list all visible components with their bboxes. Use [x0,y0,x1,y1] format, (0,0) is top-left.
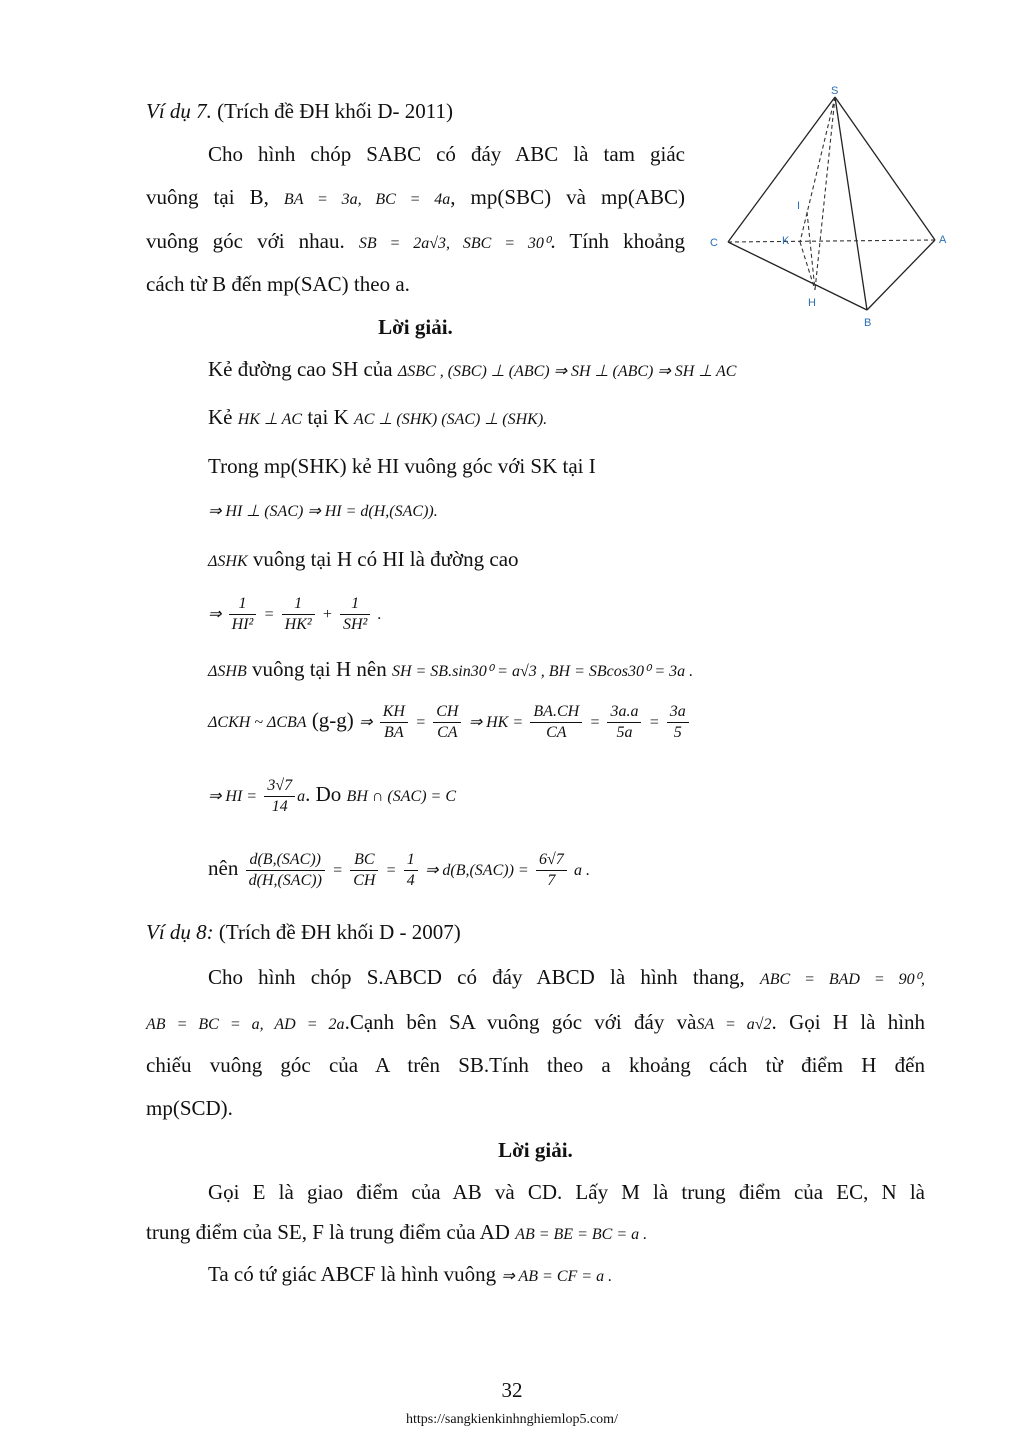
math: AB = BE = BC = a . [515,1226,648,1243]
math: ⇒ HI = [208,788,258,805]
example-7-problem-line-3 [146,227,685,258]
denominator: 7 [536,870,567,891]
math: a . [573,862,590,879]
numerator: 1 [406,850,415,868]
numerator: CH [436,702,459,720]
example-8-source: (Trích đề ĐH khối D - 2007) [213,920,461,944]
numerator: 1 [351,594,360,612]
numerator: 6√7 [538,850,564,868]
footer-url[interactable]: https://sangkienkinhnghiemlop5.com/ [406,1412,618,1427]
label-i: I [797,200,801,212]
math-ba-bc: BA = 3a, BC = 4a [283,191,451,208]
text: Ta có tứ giác ABCF là hình vuông [208,1262,497,1286]
denominator: HK² [282,614,315,635]
math: ⇒ AB = CF = a . [501,1268,613,1285]
example-8-problem-line-1 [208,963,925,994]
solution-8-line-1: Gọi E là giao điểm của AB và CD. Lấy M là trung điểm của EC, N là [208,1180,925,1204]
example-8-heading [146,918,461,946]
fraction [433,702,461,743]
math: = [415,714,426,731]
math: BH ∩ (SAC) = C [346,788,456,805]
math: AC ⊥ (SHK) (SAC) ⊥ (SHK). [353,411,548,428]
text: (g-g) [311,708,354,732]
math: + [321,606,333,623]
math: = [385,862,397,879]
text: Cho hình chóp S.ABCD có đáy ABCD là hình thang, [208,965,745,989]
math: ⇒ HK = [468,714,524,731]
solution-7-line-10 [208,842,590,897]
denominator: 14 [264,796,295,817]
solution-7-line-8 [208,694,691,749]
example-7-source: (Trích đề ĐH khối D- 2011) [211,99,454,123]
solution-8-line-3 [208,1260,612,1291]
label-k: K [782,235,790,247]
example-8-label: Ví dụ 8: [146,920,214,944]
denominator: CA [530,722,582,743]
math: SH = SB.sin30⁰ = a√3 , BH = SBcos30⁰ = 3a . [391,663,694,680]
numerator: BA.CH [533,702,580,720]
example-7-problem-line-2 [146,183,685,214]
label-a: A [939,234,947,246]
denominator: CA [433,722,461,743]
math: ⇒ [359,714,373,731]
denominator: HI² [229,614,257,635]
fraction [282,594,315,635]
math: AB = BC = a, AD = 2a [146,1016,345,1033]
math: HK ⊥ AC [237,411,303,428]
denominator: 4 [404,870,418,891]
numerator: BC [354,850,375,868]
denominator: BA [380,722,408,743]
example-7-solution-title: Lời giải. [378,315,453,339]
math: a [297,788,306,805]
text: vuông góc với nhau. [146,229,345,253]
fraction [607,702,641,743]
text: . Gọi H là hình [771,1010,926,1034]
fraction [340,594,370,635]
solution-7-line-4 [208,495,438,526]
text: .Cạnh bên SA vuông góc với đáy và [344,1010,697,1034]
example-8-problem-line-2 [146,1008,925,1039]
example-8-problem-line-3: chiếu vuông góc của A trên SB.Tính theo a khoảng cách từ điểm H đến [146,1053,925,1077]
math: ΔSHB [208,663,247,680]
text: . Tính khoảng [550,229,685,253]
numerator: 1 [238,594,247,612]
denominator: CH [350,870,378,891]
solution-8-line-2 [146,1218,647,1249]
numerator: 3√7 [267,776,293,794]
denominator: 5a [607,722,641,743]
example-7-problem-line-1: Cho hình chóp SABC có đáy ABC là tam giác [208,142,685,166]
text: nên [208,856,239,880]
pyramid-figure [700,82,960,332]
numerator: 3a [669,702,686,720]
example-8-problem-line-4: mp(SCD). [146,1096,233,1120]
fraction [536,850,567,891]
text: vuông tại H nên [251,657,387,681]
solution-7-line-9 [208,768,456,823]
solution-7-line-1 [208,355,736,386]
solution-7-line-6 [208,586,382,641]
numerator: d(B,(SAC)) [249,850,321,868]
label-b: B [864,317,872,329]
denominator: SH² [340,614,370,635]
math: ⇒ d(B,(SAC)) = [424,862,529,879]
math: . [377,606,382,623]
math: = [589,714,601,731]
label-c: C [710,237,718,249]
math: ΔSHK [208,553,248,570]
fraction [246,850,325,891]
math: = [332,862,343,879]
text: , mp(SBC) và mp(ABC) [450,185,686,209]
math: ΔSBC , (SBC) ⊥ (ABC) ⇒ SH ⊥ (ABC) ⇒ SH ⊥ AC [397,363,737,380]
math: SA = a√2 [696,1016,772,1033]
math: ABC = BAD = 90⁰, [759,971,926,988]
solution-7-line-2 [208,403,547,434]
fraction [380,702,408,743]
label-h: H [808,297,816,309]
text: . Do [305,782,342,806]
example-8-solution-title: Lời giải. [498,1138,573,1162]
example-7-problem-line-4: cách từ B đến mp(SAC) theo a. [146,272,410,296]
math: ΔCKH ~ ΔCBA [208,714,307,731]
solution-7-line-3: Trong mp(SHK) kẻ HI vuông góc với SK tại I [208,454,596,478]
text: trung điểm của SE, F là trung điểm của AD [146,1220,510,1244]
page-number: 32 [501,1378,523,1402]
example-7-heading [146,97,453,125]
fraction [264,776,295,817]
math-sb-sbc: SB = 2a√3, SBC = 30⁰ [358,235,551,252]
denominator: d(H,(SAC)) [246,870,325,891]
numerator: 3a.a [610,702,639,720]
numerator: KH [382,702,405,720]
text: vuông tại H có HI là đường cao [252,547,519,571]
fraction [229,594,257,635]
solution-7-line-5 [208,545,519,576]
fraction [404,850,418,891]
numerator: 1 [294,594,303,612]
fraction [667,702,689,743]
text: Kẻ đường cao SH của [208,357,393,381]
text: vuông tại B, [146,185,269,209]
math: ⇒ [208,606,222,623]
denominator: 5 [667,722,689,743]
example-7-label: Ví dụ 7. [146,99,212,123]
fraction [530,702,582,743]
math: ⇒ HI ⊥ (SAC) ⇒ HI = d(H,(SAC)). [208,503,438,520]
fraction [350,850,378,891]
label-s: S [831,85,839,97]
math: = [648,714,660,731]
text: Kẻ [208,405,233,429]
text: tại K [307,405,349,429]
math: = [263,606,275,623]
solution-7-line-7 [208,655,693,686]
